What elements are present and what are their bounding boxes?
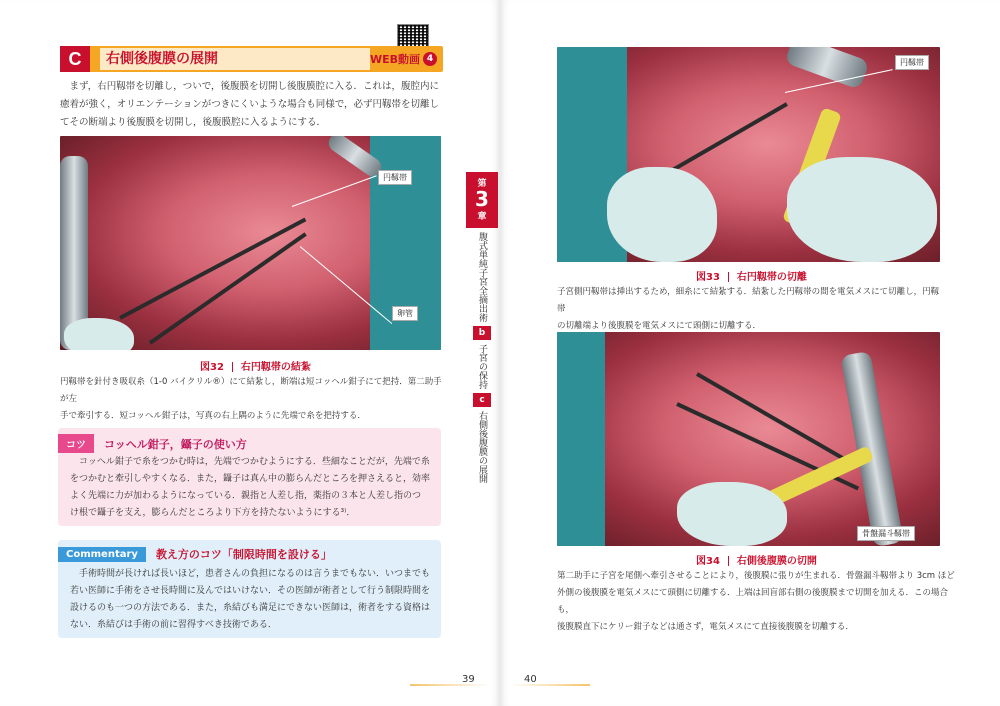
tip-line: よく先端に力が加わるようになっている．親指と人差し指，薬指の３本と人差し指のつ <box>70 491 422 501</box>
caption-line: の切離端より後腹膜を電気メスにて頭側に切離する． <box>557 321 762 331</box>
page-number-left: 39 <box>462 674 475 685</box>
gloved-hand-left <box>607 167 717 262</box>
subsection-c-badge: c <box>473 393 491 407</box>
tip-line: 設けるのも一つの方法である．また，糸結びも満足にできない医師は，術者をする資格は <box>70 603 431 613</box>
figure-title-text: 右円靱帯の切離 <box>736 272 807 283</box>
intro-line: まず，右円靱帯を切離し，ついで，後腹膜を切開し後腹膜腔に入る．これは，腹腔内に <box>60 81 440 92</box>
section-title: 右側後腹膜の展開 <box>100 48 370 70</box>
chapter-suffix: 章 <box>477 212 487 222</box>
gloved-hand-right <box>787 157 937 262</box>
web-video-number: 4 <box>423 52 437 66</box>
section-header <box>60 46 443 72</box>
label-ureter: 卵管 <box>392 306 418 321</box>
gloved-hand <box>64 318 134 350</box>
chapter-tab[interactable] <box>466 172 498 487</box>
label-round-ligament: 円靱帯 <box>378 170 412 185</box>
section-letter: C <box>60 46 90 72</box>
chapter-title: 腹式単純子宮全摘出術 <box>477 232 487 322</box>
figure-33-title <box>696 268 807 283</box>
page-number-right: 40 <box>524 674 537 685</box>
surgical-drape <box>557 332 605 546</box>
figure-32-photo <box>60 136 441 350</box>
chapter-number: 3 <box>475 187 489 211</box>
caption-line: 後腹膜直下にケリー鉗子などは通さず，電気メスにて直接後腹膜を切離する． <box>557 622 854 632</box>
chapter-badge <box>466 172 498 228</box>
chapter-prefix: 第 <box>477 179 487 189</box>
tip-body <box>70 566 432 634</box>
caption-line: 第二助手に子宮を尾側へ牽引させることにより，後腹膜に張りが生まれる．骨盤漏斗靱帯より 3cm ほど <box>557 571 955 581</box>
tip-header <box>58 434 247 453</box>
tip-line: 若い医師に手術をさせ長時間に及んではいけない．その医師が術者として行う制限時間を <box>70 586 431 596</box>
tip-line: け根で鑷子を支え，膨らんだところより下方を持たないようにする³⁾． <box>70 508 356 518</box>
footer-line <box>510 684 590 686</box>
tip-tag: コツ <box>58 434 94 453</box>
tip-title: コッヘル鉗子，鑷子の使い方 <box>104 437 247 451</box>
figure-34-photo <box>557 332 940 546</box>
tip-tag: Commentary <box>58 547 146 562</box>
tip-line: をつかむと牽引しやすくなる．また，鑷子は真ん中の膨らんだところを押さえると，効率 <box>70 474 431 484</box>
subsection-c-text: 右側後腹膜の展開 <box>477 411 487 483</box>
tip-line: コッヘル鉗子で糸をつかむ時は，先端でつかむようにする．些細なことだが，先端で糸 <box>70 457 430 467</box>
figure-title-text: 右側後腹膜の切開 <box>736 556 817 567</box>
footer-line <box>410 684 490 686</box>
label-round-ligament: 円靱帯 <box>895 55 929 70</box>
caption-line: 円靱帯を針付き吸収糸（1-0 バイクリル®）にて結紮し，断端は短コッヘル鉗子にて把持．第二助手が左 <box>60 377 442 404</box>
tip-body <box>70 454 432 522</box>
figure-34-caption <box>557 568 957 636</box>
tip-box-commentary <box>58 540 441 638</box>
tip-line: ない．糸結びは手術の前に習得すべき技術である． <box>70 620 277 630</box>
caption-line: 子宮側円靱帯は挿出するため，細糸にて結紮する．結紮した円靱帯の間を電気メスにて切離し，円靱帯 <box>557 287 940 314</box>
web-video-label: WEB動画 <box>369 53 420 66</box>
figure-33-photo <box>557 47 940 262</box>
caption-line: 手で牽引する．短コッヘル鉗子は，写真の右上隅のように先端で糸を把持する． <box>60 411 366 421</box>
intro-paragraph <box>60 78 445 132</box>
gloved-hand <box>677 482 787 546</box>
subsection-b-badge: b <box>473 326 491 340</box>
right-page <box>500 0 1000 706</box>
caption-line: 外側の後腹膜を電気メスにて頭側に切離する．上端は回盲部右側の後腹膜まで切開を加える．この場合も， <box>557 588 949 615</box>
figure-number: 図32 <box>200 362 224 373</box>
figure-33-caption <box>557 284 947 335</box>
tip-box-kotsu <box>58 428 441 526</box>
web-video-link[interactable] <box>370 51 437 67</box>
subsection-b-text: 子宮の保持 <box>477 344 487 389</box>
figure-number: 図33 <box>696 272 720 283</box>
tip-title: 教え方のコツ「制限時間を設ける」 <box>155 548 332 561</box>
figure-34-title <box>696 552 817 567</box>
figure-32-caption <box>60 374 445 425</box>
intro-line: てその断端より後腹膜を切開し，後腹膜腔に入るようにする． <box>60 117 327 128</box>
figure-32-title <box>200 358 311 373</box>
intro-line: 癒着が強く，オリエンテーションがつきにくいような場合も同様で，必ず円靱帯を切離し <box>60 99 440 110</box>
tip-line: 手術時間が長ければ長いほど，患者さんの負担になるのは言うまでもない．いつまでも <box>70 569 431 579</box>
figure-title-text: 右円靱帯の結紮 <box>240 362 311 373</box>
tip-header <box>58 546 332 562</box>
label-infundibulopelvic-ligament: 骨盤漏斗靱帯 <box>857 526 915 541</box>
figure-number: 図34 <box>696 556 720 567</box>
